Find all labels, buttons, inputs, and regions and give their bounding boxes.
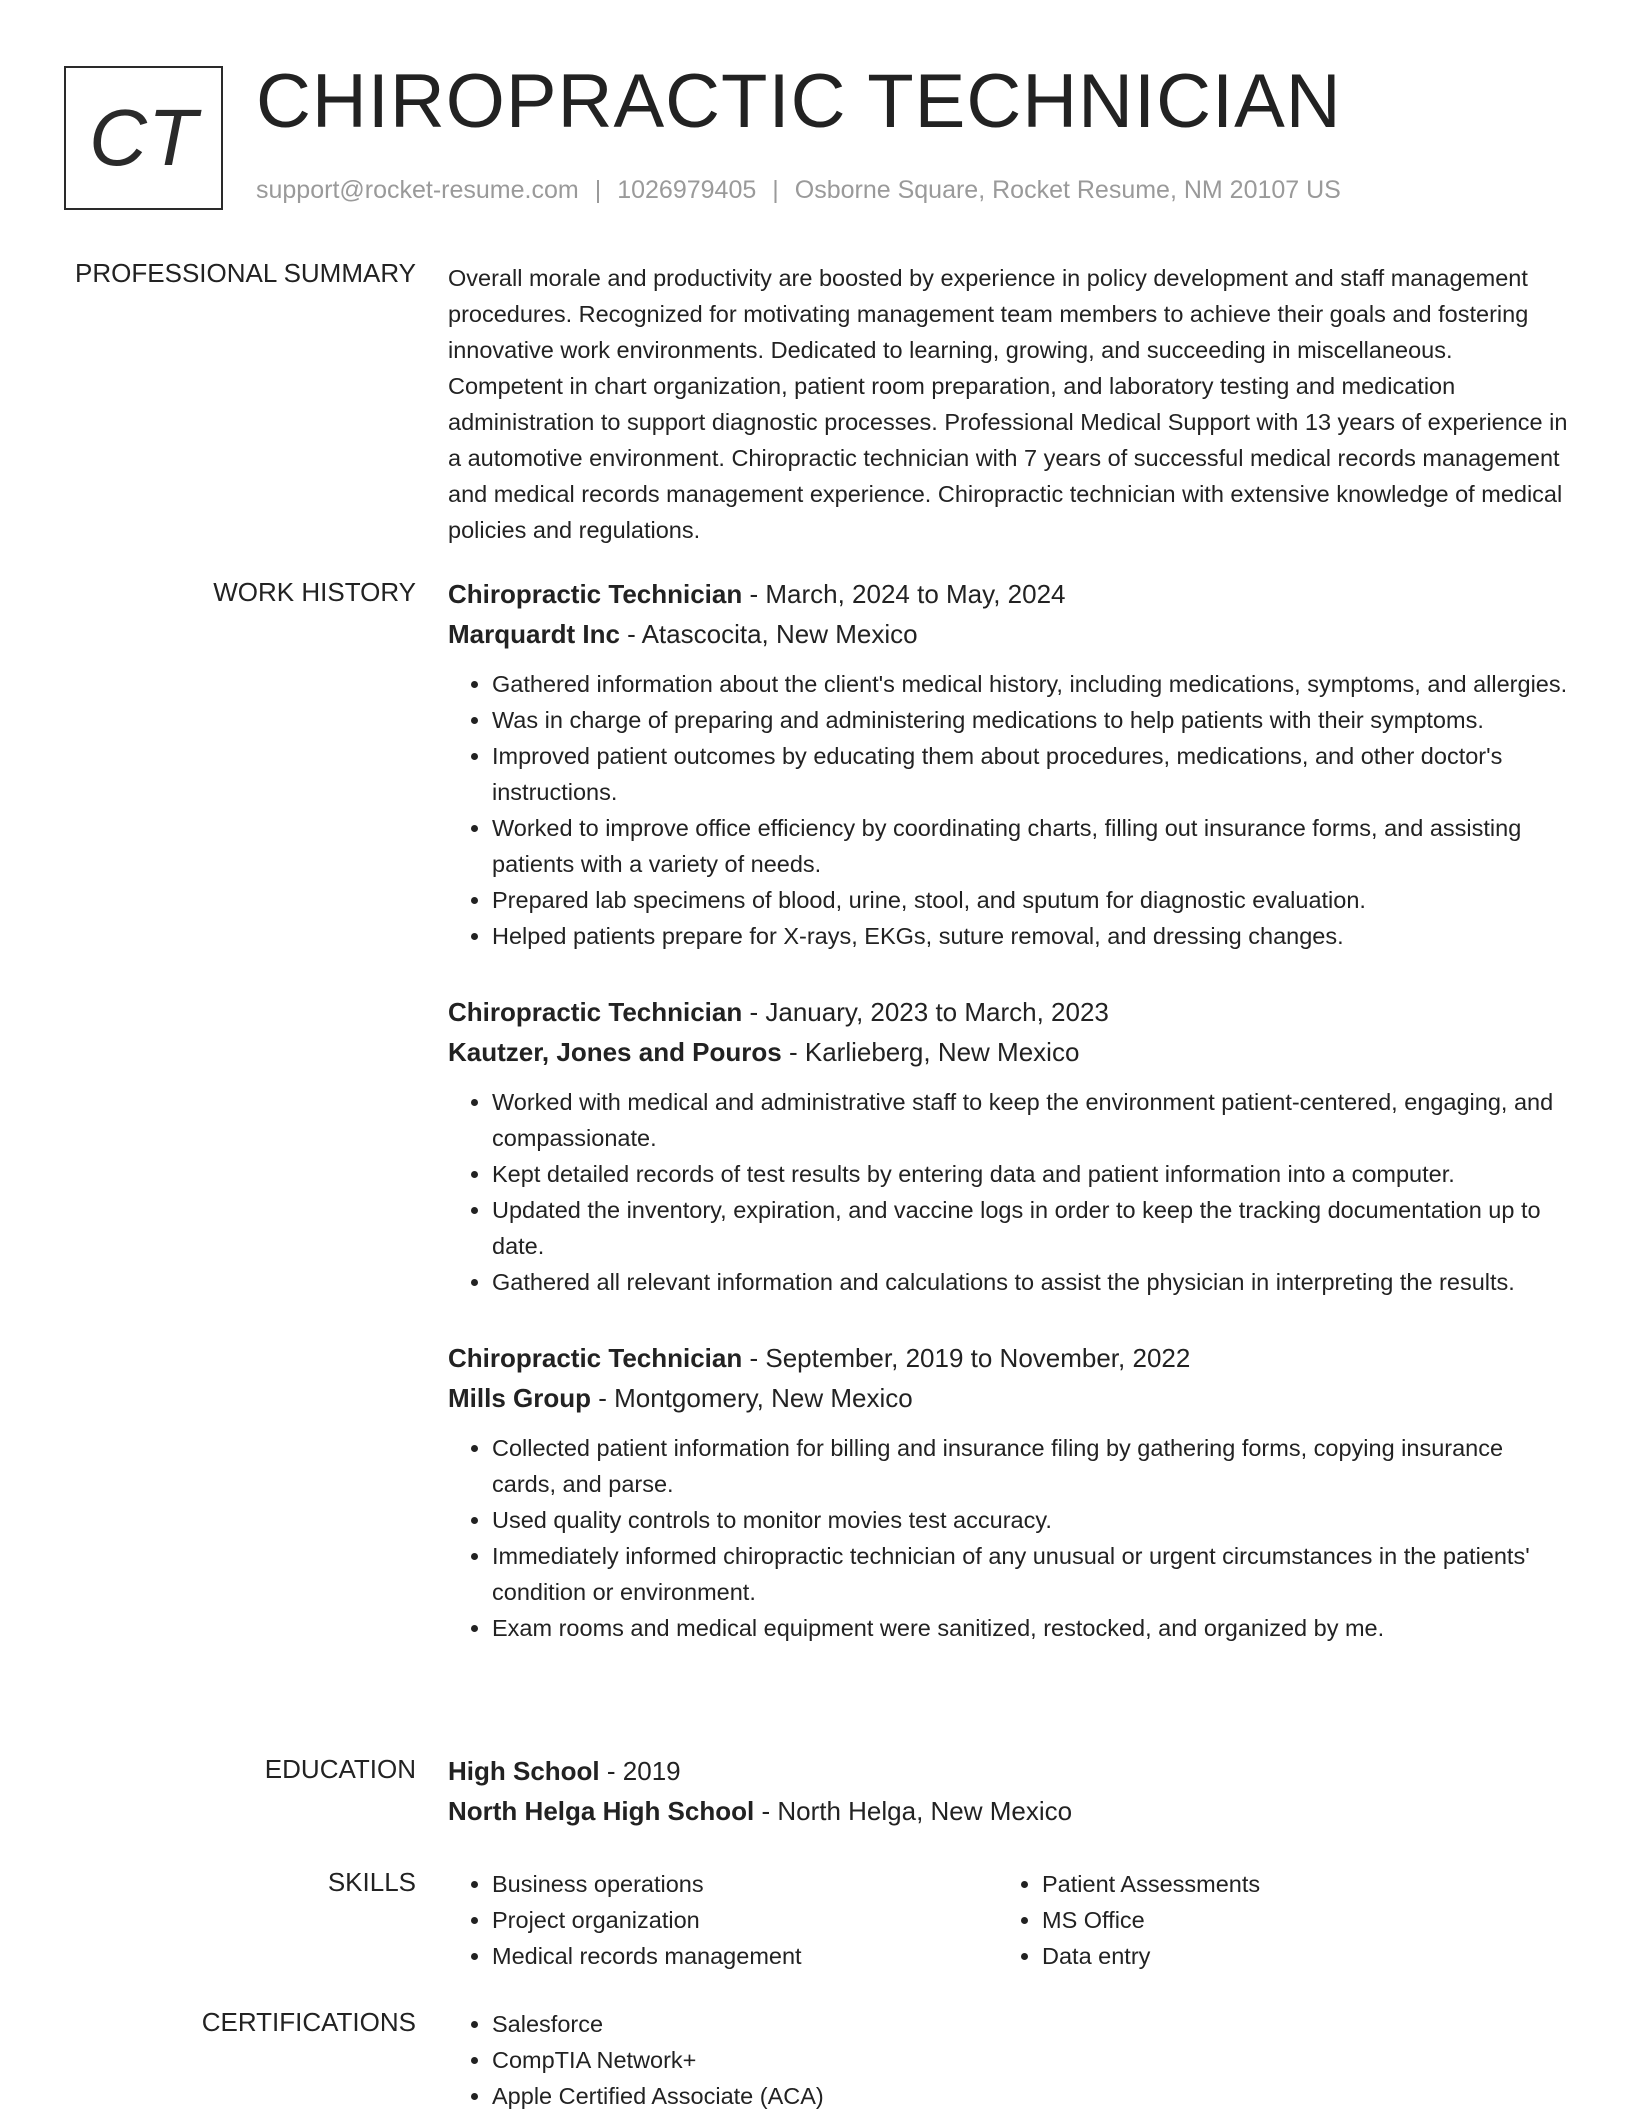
job-company-line — [448, 1378, 1568, 1418]
job-title-line — [448, 574, 1568, 614]
skills-column-left — [448, 1866, 998, 1974]
certification-item: • CompTIA Network+ — [492, 2042, 1568, 2078]
job-dates: - September, 2019 to November, 2022 — [742, 1343, 1191, 1373]
job-dates: - January, 2023 to March, 2023 — [742, 997, 1109, 1027]
monogram-logo: CT — [64, 66, 223, 210]
education-school: North Helga High School — [448, 1796, 755, 1826]
list-item: • Used quality controls to monitor movies test accuracy. — [492, 1502, 1568, 1538]
list-item: • Kept detailed records of test results by entering data and patient information into a computer. — [492, 1156, 1568, 1192]
list-item: • Helped patients prepare for X-rays, EKGs, suture removal, and dressing changes. — [492, 918, 1568, 954]
list-item: • Collected patient information for billing and insurance filing by gathering forms, copying insurance cards, and parse. — [492, 1430, 1568, 1502]
resume-header — [64, 59, 1564, 210]
list-item: • Worked to improve office efficiency by coordinating charts, filling out insurance forms, and assisting patients with a variety of needs. — [492, 810, 1568, 882]
job-title: Chiropractic Technician — [448, 579, 743, 609]
education-degree-line — [448, 1751, 1568, 1791]
section-label: SKILLS — [327, 1867, 416, 1897]
section-label: PROFESSIONAL SUMMARY — [75, 258, 416, 288]
skill-item: • Project organization — [492, 1902, 998, 1938]
summary-text: Overall morale and productivity are boosted by experience in policy development and staff management procedures. Recognized for motivating management team members to achieve their goals and fostering innovative work environments. Dedicated to learning, growing, and succeeding in miscellaneous. Competent in chart organization, patient room preparation, and laboratory testing and medication administration to support diagnostic processes. Professional Medical Support with 13 years of experience in a automotive environment. Chiropractic technician with 7 years of successful medical records management and medical records management experience. Chiropractic technician with extensive knowledge of medical policies and regulations. — [448, 265, 1568, 543]
skills-column-right — [998, 1866, 1548, 1974]
certification-item: • Salesforce — [492, 2006, 1568, 2042]
job-entry — [448, 574, 1568, 954]
skills-grid — [448, 1866, 1568, 1974]
job-company: Marquardt Inc — [448, 619, 620, 649]
education-school-line — [448, 1791, 1568, 1831]
contact-email[interactable]: support@rocket-resume.com — [256, 176, 579, 204]
job-entry — [448, 992, 1568, 1300]
job-title: Chiropractic Technician — [448, 997, 743, 1027]
education-location: - North Helga, New Mexico — [754, 1796, 1073, 1826]
section-label: CERTIFICATIONS — [201, 2007, 416, 2037]
contact-phone[interactable]: 1026979405 — [617, 176, 757, 204]
education-degree: High School — [448, 1756, 600, 1786]
contact-separator: | — [594, 176, 602, 204]
list-item: • Exam rooms and medical equipment were sanitized, restocked, and organized by me. — [492, 1610, 1568, 1646]
skill-item: • Medical records management — [492, 1938, 998, 1974]
certification-item: • Apple Certified Associate (ACA) — [492, 2078, 1568, 2114]
list-item: • Gathered all relevant information and calculations to assist the physician in interpreting the results. — [492, 1264, 1568, 1300]
list-item: • Updated the inventory, expiration, and vaccine logs in order to keep the tracking documentation up to date. — [492, 1192, 1568, 1264]
contact-line — [256, 176, 1341, 205]
candidate-title: CHIROPRACTIC TECHNICIAN — [256, 59, 1342, 144]
job-entry — [448, 1338, 1568, 1646]
job-location: - Montgomery, New Mexico — [591, 1383, 913, 1413]
list-item: • Worked with medical and administrative staff to keep the environment patient-centered, engaging, and compassionate. — [492, 1084, 1568, 1156]
job-company: Mills Group — [448, 1383, 591, 1413]
job-bullets — [448, 1084, 1568, 1300]
job-title-line — [448, 1338, 1568, 1378]
job-location: - Atascocita, New Mexico — [619, 619, 918, 649]
list-item: • Improved patient outcomes by educating them about procedures, medications, and other doctor's instructions. — [492, 738, 1568, 810]
job-bullets — [448, 1430, 1568, 1646]
section-label: WORK HISTORY — [213, 577, 416, 607]
skill-item: • Business operations — [492, 1866, 998, 1902]
job-location: - Karlieberg, New Mexico — [781, 1037, 1080, 1067]
skill-item: • Patient Assessments — [1042, 1866, 1548, 1902]
job-bullets — [448, 666, 1568, 954]
job-company-line — [448, 614, 1568, 654]
skill-item: • MS Office — [1042, 1902, 1548, 1938]
job-company-line — [448, 1032, 1568, 1072]
section-label: EDUCATION — [264, 1754, 416, 1784]
list-item: • Gathered information about the client's medical history, including medications, symptoms, and allergies. — [492, 666, 1568, 702]
job-title-line — [448, 992, 1568, 1032]
skill-item: • Data entry — [1042, 1938, 1548, 1974]
job-company: Kautzer, Jones and Pouros — [448, 1037, 782, 1067]
job-title: Chiropractic Technician — [448, 1343, 743, 1373]
certifications-list — [448, 2006, 1568, 2114]
contact-separator: | — [772, 176, 779, 204]
job-dates: - March, 2024 to May, 2024 — [742, 579, 1066, 609]
list-item: • Prepared lab specimens of blood, urine, stool, and sputum for diagnostic evaluation. — [492, 882, 1568, 918]
education-year: - 2019 — [599, 1756, 681, 1786]
list-item: • Immediately informed chiropractic technician of any unusual or urgent circumstances in the patients' condition or environment. — [492, 1538, 1568, 1610]
list-item: • Was in charge of preparing and administering medications to help patients with their symptoms. — [492, 702, 1568, 738]
contact-address: Osborne Square, Rocket Resume, NM 20107 US — [794, 176, 1341, 204]
